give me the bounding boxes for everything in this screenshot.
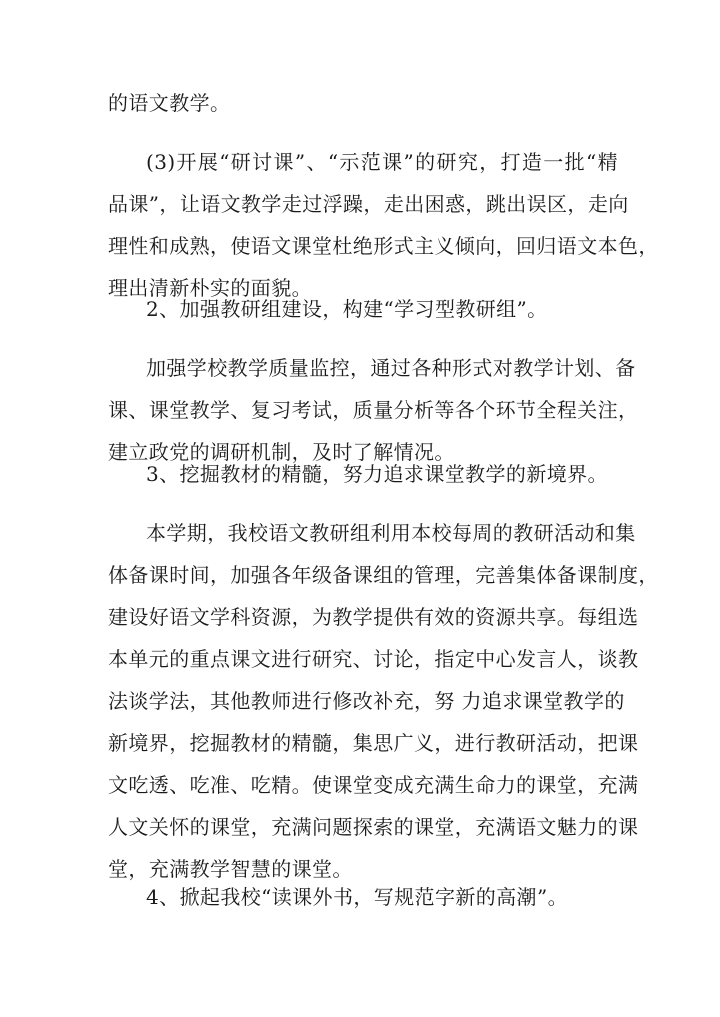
text-line: 本学期，我校语文教研组利用本校每周的教研活动和集 <box>146 521 636 545</box>
text-line: 加强学校教学质量监控，通过各种形式对教学计划、备 <box>146 356 636 380</box>
text-line: 理性和成熟，使语文课堂杜绝形式主义倾向，回归语文本色， <box>108 234 659 258</box>
text-line: 课、课堂教学、复习考试，质量分析等各个环节全程关注， <box>108 398 639 422</box>
text-line: 人文关怀的课堂，充满问题探索的课堂，充满语文魅力的课 <box>108 815 639 839</box>
paragraph-7 <box>108 876 618 918</box>
paragraph-1 <box>108 82 618 124</box>
text-line: (3)开展“研讨课”、“示范课”的研究，打造一批“精 <box>146 150 618 174</box>
text-line: 品课”，让语文教学走过浮躁，走出困惑，跳出误区，走向 <box>108 192 629 216</box>
paragraph-2 <box>108 141 659 309</box>
text-line: 新境界，挖掘教材的精髓，集思广义，进行教研活动，把课 <box>108 731 639 755</box>
text-line: 文吃透、吃准、吃精。使课堂变成充满生命力的课堂，充满 <box>108 773 639 797</box>
text-line: 堂，充满教学智慧的课堂。 <box>108 857 353 881</box>
paragraph-3 <box>108 288 618 330</box>
text-line: 法谈学法，其他教师进行修改补充，努 力追求课堂教学的 <box>108 689 625 713</box>
text-line: 体备课时间，加强各年级备课组的管理，完善集体备课制度， <box>108 563 659 587</box>
text-line: 建设好语文学科资源，为教学提供有效的资源共享。每组选 <box>108 605 639 629</box>
text-line: 建立政党的调研机制，及时了解情况。 <box>108 440 455 464</box>
text-line: 理出清新朴实的面貌。 <box>108 276 312 300</box>
text-line: 的语文教学。 <box>108 91 231 115</box>
section-heading-4: 4、掀起我校“读课外书，写规范字新的高潮”。 <box>146 885 568 909</box>
text-line: 本单元的重点课文进行研究、讨论，指定中心发言人，谈教 <box>108 647 639 671</box>
paragraph-6 <box>108 512 659 890</box>
section-heading-3: 3、挖掘教材的精髓，努力追求课堂教学的新境界。 <box>146 462 608 486</box>
section-heading-2: 2、加强教研组建设，构建“学习型教研组”。 <box>146 297 548 321</box>
paragraph-5 <box>108 453 618 495</box>
